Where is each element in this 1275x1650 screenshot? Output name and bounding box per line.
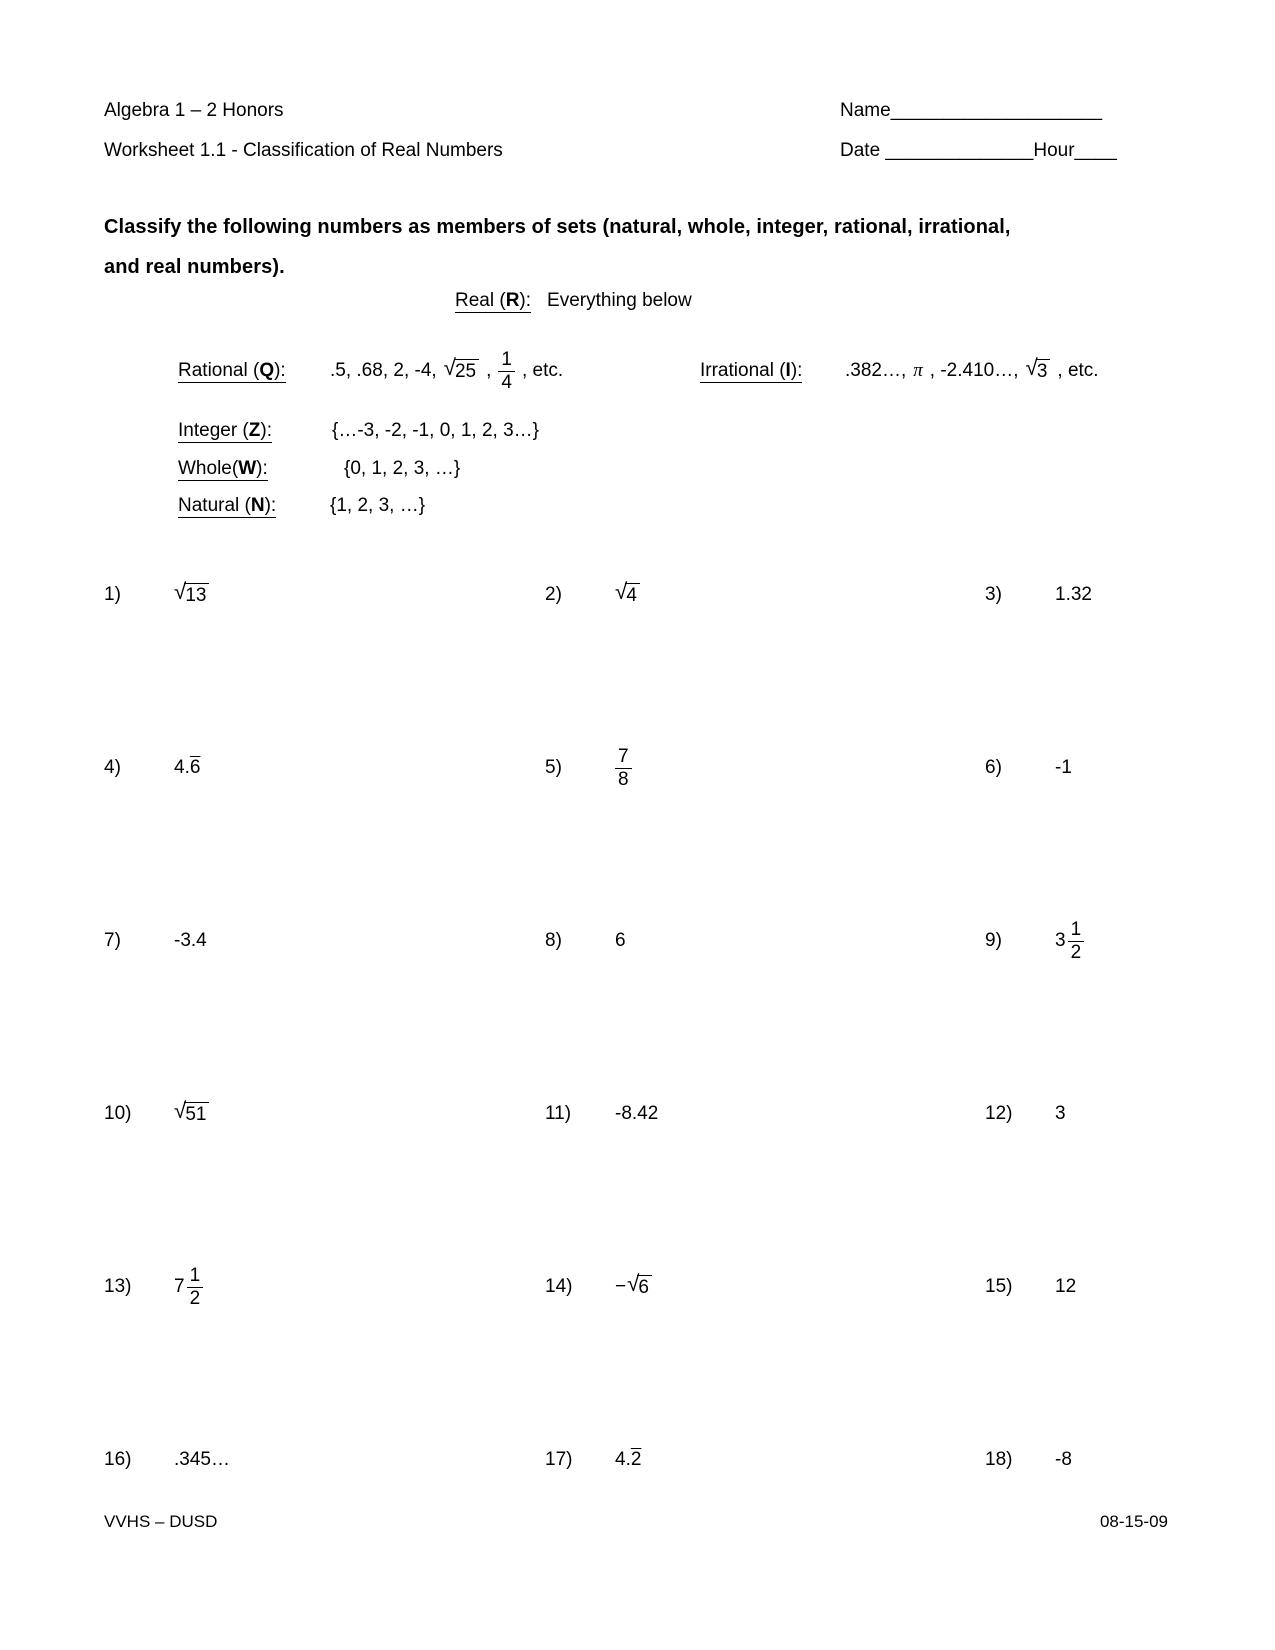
problem-4	[104, 726, 200, 810]
problem-value	[174, 757, 200, 779]
hour-label: Hour	[1033, 140, 1075, 161]
fraction	[1068, 919, 1085, 963]
pi-symbol: π	[913, 360, 923, 381]
problem-value	[615, 1271, 652, 1299]
problem-number: 13)	[104, 1276, 132, 1297]
problem-value: .345…	[174, 1449, 230, 1470]
square-root	[174, 1098, 209, 1126]
problem-1	[104, 573, 209, 617]
radical-icon: √	[627, 1271, 640, 1296]
date-hour-field	[840, 140, 1117, 162]
real-set-label: Real (R):	[455, 290, 532, 311]
whole-set-values: {0, 1, 2, 3, …}	[344, 458, 461, 479]
problem-number: 3)	[985, 584, 1002, 605]
radical-icon: √	[615, 579, 628, 604]
name-label: Name	[840, 100, 891, 121]
problem-number: 11)	[545, 1103, 572, 1124]
square-root	[174, 579, 209, 607]
problem-16	[104, 1438, 230, 1482]
integer-set-values: {…-3, -2, -1, 0, 1, 2, 3…}	[332, 420, 539, 441]
minus-sign: −	[615, 1276, 627, 1297]
course-title: Algebra 1 – 2 Honors	[104, 100, 284, 121]
instructions-line-2: and real numbers).	[104, 256, 285, 278]
radical-icon: √	[174, 579, 187, 604]
problem-2	[545, 573, 640, 617]
mixed-whole-part: 7	[174, 1276, 185, 1297]
problem-10	[104, 1092, 209, 1136]
problem-value	[174, 1265, 203, 1309]
radical-icon: √	[174, 1098, 187, 1123]
fraction	[615, 746, 632, 790]
problem-value: -1	[1055, 757, 1072, 778]
real-set-line	[455, 290, 692, 312]
name-field	[840, 100, 1102, 122]
fraction-denominator: 2	[189, 1287, 201, 1309]
problem-number: 5)	[545, 757, 562, 778]
problem-value	[174, 579, 209, 607]
problem-5	[545, 726, 632, 810]
problem-value: -3.4	[174, 930, 207, 951]
problem-12	[985, 1092, 1066, 1136]
problem-8	[545, 899, 626, 983]
problem-number: 1)	[104, 584, 121, 605]
worksheet-title: Worksheet 1.1 - Classification of Real Numbers	[104, 140, 503, 161]
problem-number: 18)	[985, 1449, 1013, 1470]
problem-7	[104, 899, 207, 983]
problem-number: 15)	[985, 1276, 1013, 1297]
fraction-denominator: 8	[618, 768, 629, 790]
date-label: Date	[840, 140, 886, 161]
problem-value	[615, 579, 640, 607]
irrational-set-examples: .382…, π , -2.410…, √ 3 , etc.	[845, 355, 1099, 382]
problems-row-1	[0, 573, 1275, 617]
rational-set-examples: .5, .68, 2, -4, √ 25 , $\frac{1}{4}$ , etc.	[330, 349, 564, 393]
problem-number: 7)	[104, 930, 121, 951]
problem-value	[1055, 919, 1084, 963]
problem-number: 4)	[104, 757, 121, 778]
problem-value	[174, 1098, 209, 1126]
footer-school: VVHS – DUSD	[104, 1512, 218, 1531]
problem-17	[545, 1438, 641, 1482]
square-root	[627, 1271, 652, 1299]
problem-13	[104, 1245, 203, 1329]
decimal-part: 4.	[174, 757, 190, 778]
rational-set-label: Rational (Q):	[178, 360, 286, 381]
radicand: 4	[625, 583, 640, 607]
radicand: 6	[637, 1275, 652, 1299]
fraction-1-4: $\frac{1}{4}$	[498, 349, 515, 393]
decimal-part: 4.	[615, 1449, 631, 1470]
fraction-numerator: 7	[615, 746, 632, 768]
integer-set-label: Integer (Z):	[178, 420, 272, 441]
problems-row-4	[0, 1092, 1275, 1136]
problems-row-2	[0, 726, 1275, 810]
repeating-digit: 2	[630, 1449, 642, 1470]
date-blank-line: ______________	[885, 140, 1034, 161]
problems-row-5	[0, 1245, 1275, 1329]
fraction	[187, 1265, 204, 1309]
problem-number: 2)	[545, 584, 562, 605]
problem-number: 14)	[545, 1276, 573, 1297]
problem-value	[615, 1449, 641, 1471]
footer-date: 08-15-09	[1099, 1512, 1168, 1531]
hour-blank-line: ____	[1074, 140, 1117, 161]
problem-number: 16)	[104, 1449, 132, 1470]
instructions-line-1: Classify the following numbers as members of sets (natural, whole, integer, rational, irrational,	[104, 216, 1011, 238]
problem-value: 6	[615, 930, 626, 951]
name-blank-line: ____________________	[890, 100, 1103, 121]
problem-number: 8)	[545, 930, 562, 951]
repeating-digit: 6	[189, 757, 201, 778]
problem-value: 12	[1055, 1276, 1077, 1297]
real-set-description: Everything below	[547, 290, 692, 311]
radical-icon: √	[1025, 355, 1038, 380]
problem-number: 6)	[985, 757, 1002, 778]
problem-3	[985, 573, 1092, 617]
natural-set-label: Natural (N):	[178, 495, 277, 516]
problem-14	[545, 1245, 652, 1329]
problems-row-3	[0, 899, 1275, 983]
problem-value: 1.32	[1055, 584, 1092, 605]
fraction-denominator: 2	[1070, 941, 1082, 963]
problem-number: 9)	[985, 930, 1002, 951]
radicand: 13	[184, 583, 209, 607]
square-root	[615, 579, 640, 607]
natural-set-values: {1, 2, 3, …}	[330, 495, 426, 516]
mixed-whole-part: 3	[1055, 930, 1066, 951]
problem-9	[985, 899, 1084, 983]
problem-value: -8.42	[615, 1103, 659, 1124]
problem-value: -8	[1055, 1449, 1072, 1470]
irrational-set-label: Irrational (I):	[700, 360, 803, 381]
problem-number: 10)	[104, 1103, 132, 1124]
radicand: 51	[184, 1102, 209, 1126]
sqrt-25: √ 25	[444, 359, 479, 383]
problem-value: 3	[1055, 1103, 1066, 1124]
problems-row-6	[0, 1438, 1275, 1482]
fraction-numerator: 1	[187, 1265, 204, 1287]
whole-set-label: Whole(W):	[178, 458, 268, 479]
problem-15	[985, 1245, 1076, 1329]
sqrt-3: √ 3	[1026, 359, 1051, 383]
problem-number: 17)	[545, 1449, 573, 1470]
problem-11	[545, 1092, 658, 1136]
problem-value	[615, 746, 632, 790]
problem-6	[985, 726, 1072, 810]
problem-18	[985, 1438, 1072, 1482]
problem-number: 12)	[985, 1103, 1013, 1124]
fraction-numerator: 1	[1068, 919, 1085, 941]
radical-icon: √	[443, 355, 456, 380]
